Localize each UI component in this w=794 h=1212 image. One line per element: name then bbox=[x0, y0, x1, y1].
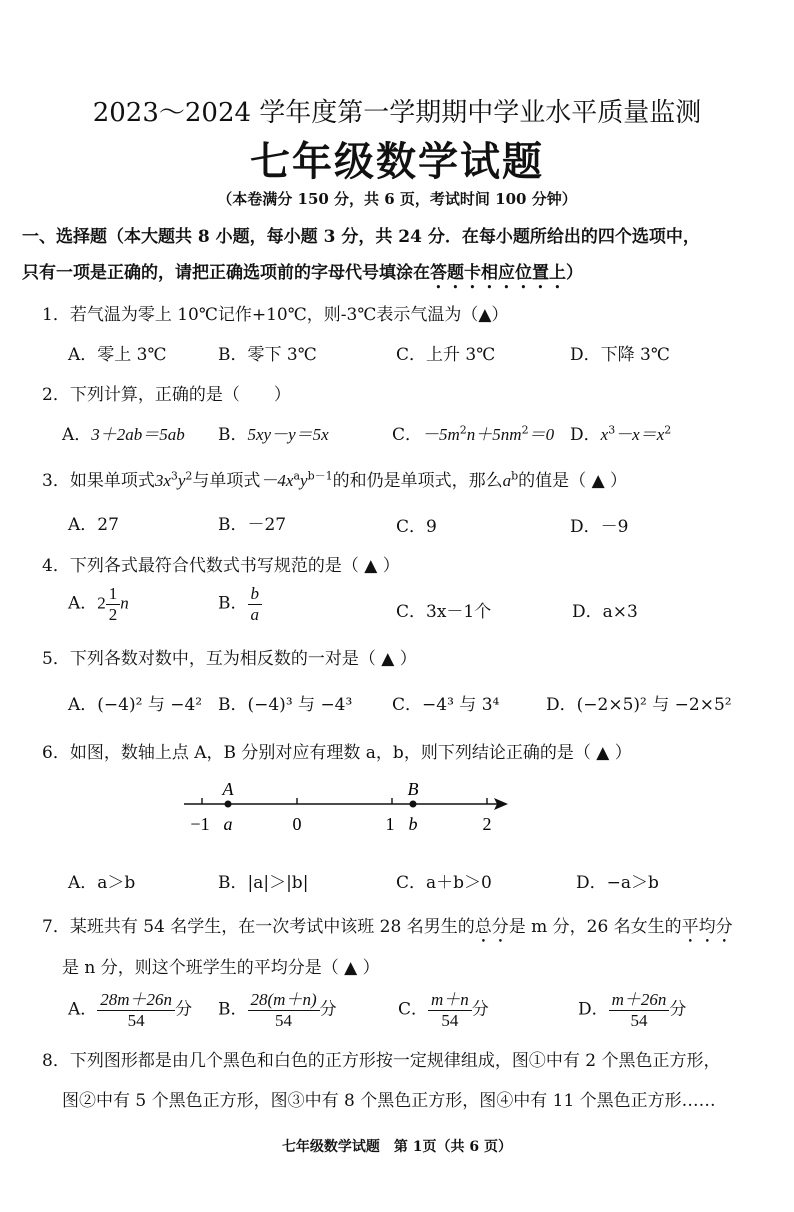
q3-stem-1: 3．如果单项式 bbox=[42, 471, 155, 491]
question-1-stem: 1．若气温为零上 10℃记作+10℃，则-3℃表示气温为（▲） bbox=[42, 305, 509, 325]
q6-option-d[interactable]: D．−a＞b bbox=[576, 873, 659, 893]
q1-option-d[interactable]: D．下降 3℃ bbox=[570, 345, 670, 365]
q2-c-expr-1: －5m bbox=[422, 425, 460, 444]
q7-b-num: 28(m＋n) bbox=[248, 990, 320, 1011]
q1-option-c[interactable]: C．上升 3℃ bbox=[396, 345, 496, 365]
q4-a-fraction bbox=[106, 584, 121, 624]
q4-option-d[interactable]: D．a×3 bbox=[572, 602, 638, 622]
question-4-stem: 4．下列各式最符合代数式书写规范的是（ ▲ ） bbox=[42, 556, 400, 576]
q7-a-fraction bbox=[97, 990, 175, 1030]
q1-option-b[interactable]: B．零下 3℃ bbox=[218, 345, 317, 365]
tick-label: 1 bbox=[385, 814, 395, 834]
q2-option-d[interactable] bbox=[570, 420, 671, 445]
q2-b-label: B． bbox=[218, 425, 248, 445]
point-b bbox=[410, 801, 417, 808]
q4-option-a[interactable] bbox=[68, 584, 129, 624]
q6-option-a[interactable]: A．a＞b bbox=[68, 873, 136, 893]
q3-stem-4: 的值是（ ▲ ） bbox=[518, 471, 628, 491]
q7-d-label: D． bbox=[578, 999, 609, 1020]
q7-b-unit: 分 bbox=[319, 999, 337, 1020]
q2-d-sup-1: 3 bbox=[608, 423, 616, 437]
q2-d-label: D． bbox=[570, 425, 601, 445]
q4-a-whole: 2 bbox=[97, 593, 106, 613]
q7-c-unit: 分 bbox=[471, 999, 489, 1020]
section-instruction bbox=[22, 258, 583, 293]
q7-option-d[interactable] bbox=[578, 990, 686, 1030]
q7-a-label: A． bbox=[68, 999, 98, 1020]
question-8-stem-line1: 8．下列图形都是由几个黑色和白色的正方形按一定规律组成，图①中有 2 个黑色正方形， bbox=[42, 1051, 721, 1071]
q2-a-label: A． bbox=[62, 425, 92, 445]
instruction-emphasis: 答题卡相应位置上 bbox=[430, 263, 566, 283]
q4-option-c[interactable]: C．3x－1个 bbox=[396, 602, 492, 622]
q3-stem-2: 与单项式 bbox=[192, 471, 261, 491]
q4-a-den: 2 bbox=[108, 604, 118, 624]
q4-b-label: B． bbox=[218, 593, 248, 614]
q2-c-sup-2: 2 bbox=[521, 423, 529, 437]
q4-a-var: n bbox=[120, 593, 129, 613]
point-b-label: B bbox=[407, 779, 419, 799]
question-2-stem: 2．下列计算，正确的是（ ） bbox=[42, 385, 291, 405]
q4-b-den: a bbox=[250, 604, 259, 624]
q7-c-den: 54 bbox=[441, 1010, 459, 1030]
q5-option-a[interactable]: A．(−4)² 与 −4² bbox=[68, 695, 203, 715]
q3-mono1-b: y bbox=[177, 471, 186, 490]
q6-option-c[interactable]: C．a＋b＞0 bbox=[396, 873, 492, 893]
q7-stem-1: 7．某班共有 54 名学生，在一次考试中该班 28 名男生的 bbox=[42, 917, 475, 937]
exam-title: 七年级数学试题 bbox=[250, 138, 544, 185]
q4-option-b[interactable] bbox=[218, 584, 262, 624]
q2-d-sup-2: 2 bbox=[664, 423, 672, 437]
q7-b-den: 54 bbox=[275, 1010, 293, 1030]
q7-d-fraction bbox=[609, 990, 670, 1030]
q7-option-b[interactable] bbox=[218, 990, 337, 1030]
q3-ab: a bbox=[502, 471, 512, 490]
q7-d-unit: 分 bbox=[669, 999, 687, 1020]
q7-b-label: B． bbox=[218, 999, 248, 1020]
question-8-stem-line2: 图②中有 5 个黑色正方形，图③中有 8 个黑色正方形，图④中有 11 个黑色正方形…… bbox=[62, 1091, 716, 1111]
q4-b-fraction bbox=[248, 584, 263, 624]
q3-option-d[interactable]: D．－9 bbox=[570, 517, 629, 537]
q4-b-num: b bbox=[248, 584, 263, 605]
q3-mono1-sup2: 2 bbox=[185, 469, 193, 483]
q3-stem-3: 的和仍是单项式，那么 bbox=[332, 471, 503, 491]
q7-d-num: m＋26n bbox=[609, 990, 670, 1011]
q7-a-unit: 分 bbox=[175, 999, 193, 1020]
q6-option-b[interactable]: B．|a|＞|b| bbox=[218, 873, 309, 893]
question-7-stem-line2: 是 n 分，则这个班学生的平均分是（ ▲ ） bbox=[62, 958, 380, 978]
q4-a-label: A． bbox=[68, 593, 98, 614]
exam-note: （本卷满分 150 分，共 6 页，考试时间 100 分钟） bbox=[217, 190, 577, 208]
q3-option-a[interactable]: A．27 bbox=[68, 515, 119, 535]
q7-c-num: m＋n bbox=[428, 990, 472, 1011]
q3-mono2-b: y bbox=[300, 471, 308, 490]
exam-subtitle: 2023～2024 学年度第一学期期中学业水平质量监测 bbox=[92, 98, 702, 128]
number-line-figure bbox=[170, 775, 520, 837]
q7-d-den: 54 bbox=[630, 1010, 648, 1030]
question-5-stem: 5．下列各数对数中，互为相反数的一对是（ ▲ ） bbox=[42, 649, 417, 669]
q3-option-b[interactable]: B．－27 bbox=[218, 515, 287, 535]
tick-label: 0 bbox=[292, 814, 302, 834]
q7-a-num: 28m＋26n bbox=[97, 990, 175, 1011]
q7-option-a[interactable] bbox=[68, 990, 192, 1030]
q7-option-c[interactable] bbox=[398, 990, 489, 1030]
q3-mono2-sup: a bbox=[293, 469, 301, 483]
q2-d-expr-2: －x＝x bbox=[615, 425, 665, 444]
point-a-label: A bbox=[222, 779, 234, 799]
tick-label: −1 bbox=[190, 814, 210, 834]
q2-option-b[interactable] bbox=[218, 420, 329, 445]
q2-option-a[interactable] bbox=[62, 420, 185, 445]
q2-c-sup-1: 2 bbox=[459, 423, 467, 437]
section-heading: 一、选择题（本大题共 8 小题，每小题 3 分，共 24 分．在每小题所给出的四个选项中， bbox=[22, 227, 700, 247]
q2-option-c[interactable] bbox=[392, 420, 554, 445]
q1-option-a[interactable]: A．零上 3℃ bbox=[68, 345, 167, 365]
q3-mono1-sup: 3 bbox=[170, 469, 178, 483]
q7-b-fraction bbox=[248, 990, 320, 1030]
tick-label: 2 bbox=[482, 814, 492, 834]
q2-d-expr-1: x bbox=[600, 425, 609, 444]
instruction-end: ） bbox=[566, 263, 583, 283]
q3-mono2-sup2: b－1 bbox=[307, 469, 333, 483]
page-footer: 七年级数学试题 第 1页（共 6 页） bbox=[281, 1139, 513, 1155]
q2-c-label: C． bbox=[392, 425, 423, 445]
q7-emphasis-1: 总分 bbox=[474, 917, 509, 937]
q2-a-expr: 3＋2ab＝5ab bbox=[91, 425, 185, 444]
q2-c-expr-3: ＝0 bbox=[528, 425, 555, 444]
q7-emphasis-2: 平均分 bbox=[681, 917, 733, 937]
q5-option-b[interactable]: B．(−4)³ 与 −4³ bbox=[218, 695, 353, 715]
q2-b-expr: 5xy－y＝5x bbox=[247, 425, 329, 444]
point-b-value: b bbox=[408, 814, 418, 834]
q7-a-den: 54 bbox=[127, 1010, 145, 1030]
q3-mono2: －4x bbox=[260, 471, 294, 490]
q7-c-fraction bbox=[428, 990, 472, 1030]
q3-option-c[interactable]: C．9 bbox=[396, 517, 437, 537]
q7-stem-2: 是 m 分，26 名女生的 bbox=[508, 917, 682, 937]
q3-mono1: 3x bbox=[154, 471, 171, 490]
instruction-text: 只有一项是正确的，请把正确选项前的字母代号填涂在 bbox=[22, 263, 430, 283]
question-6-stem: 6．如图，数轴上点 A，B 分别对应有理数 a，b，则下列结论正确的是（ ▲ ） bbox=[42, 743, 632, 763]
question-3-stem bbox=[42, 466, 627, 491]
point-a bbox=[225, 801, 232, 808]
point-a-value: a bbox=[223, 814, 233, 834]
q4-a-num: 1 bbox=[106, 584, 121, 605]
question-7-stem-line1 bbox=[42, 912, 733, 947]
q5-option-d[interactable]: D．(−2×5)² 与 −2×5² bbox=[546, 695, 732, 715]
q5-option-c[interactable]: C．−4³ 与 3⁴ bbox=[392, 695, 500, 715]
q7-c-label: C． bbox=[398, 999, 429, 1020]
q2-c-expr-2: n＋5nm bbox=[466, 425, 522, 444]
q3-ab-sup: b bbox=[511, 469, 519, 483]
